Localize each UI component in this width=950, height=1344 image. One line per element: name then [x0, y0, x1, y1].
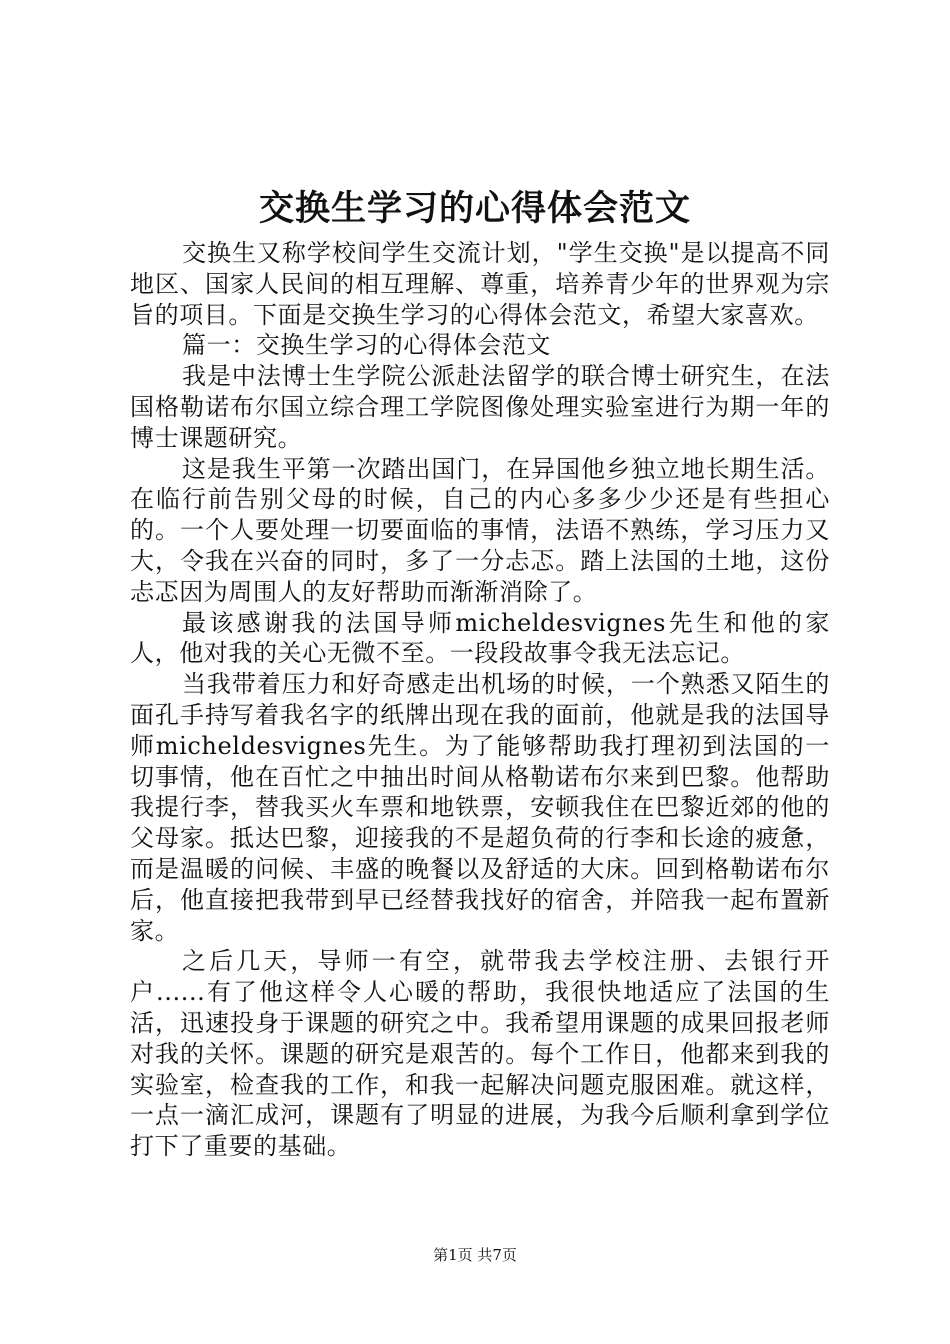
- paragraph: 当我带着压力和好奇感走出机场的时候，一个熟悉又陌生的面孔手持写着我名字的纸牌出现在我的面前，他就是我的法国导师micheldesvignes先生。为了能够帮助我打理初到法国的一切事情，他在百忙之中抽出时间从格勒诺布尔来到巴黎。他帮助我提行李，替我买火车票和地铁票，安顿我住在巴黎近郊的他的父母家。抵达巴黎，迎接我的不是超负荷的行李和长途的疲惫，而是温暖的问候、丰盛的晚餐以及舒适的大床。回到格勒诺布尔后，他直接把我带到早已经替我找好的宿舍，并陪我一起布置新家。: [130, 670, 830, 945]
- document-title: 交换生学习的心得体会范文: [258, 188, 691, 229]
- paragraph: 之后几天，导师一有空，就带我去学校注册、去银行开户......有了他这样令人心暖的帮助，我很快地适应了法国的生活，迅速投身于课题的研究之中。我希望用课题的成果回报老师对我的关怀。课题的研究是艰苦的。每个工作日，他都来到我的实验室，检查我的工作，和我一起解决问题克服困难。就这样，一点一滴汇成河，课题有了明显的进展，为我今后顺利拿到学位打下了重要的基础。: [130, 947, 830, 1161]
- page-number-footer: 第1页 共7页: [433, 1246, 517, 1264]
- section-heading: 篇一：交换生学习的心得体会范文: [182, 331, 551, 360]
- document-body: [130, 238, 830, 1162]
- paragraph-intro: 交换生又称学校间学生交流计划，"学生交换"是以提高不同地区、国家人民间的相互理解、尊重，培养青少年的世界观为宗旨的项目。下面是交换生学习的心得体会范文，希望大家喜欢。: [130, 239, 830, 329]
- paragraph: 这是我生平第一次踏出国门，在异国他乡独立地长期生活。在临行前告别父母的时候，自己的内心多多少少还是有些担心的。一个人要处理一切要面临的事情，法语不熟练，学习压力又大，令我在兴奋的同时，多了一分忐忑。踏上法国的土地，这份忐忑因为周围人的友好帮助而渐渐消除了。: [130, 454, 830, 606]
- paragraph: 最该感谢我的法国导师micheldesvignes先生和他的家人，他对我的关心无微不至。一段段故事令我无法忘记。: [130, 608, 830, 668]
- paragraph: 我是中法博士生学院公派赴法留学的联合博士研究生，在法国格勒诺布尔国立综合理工学院图像处理实验室进行为期一年的博士课题研究。: [130, 362, 830, 452]
